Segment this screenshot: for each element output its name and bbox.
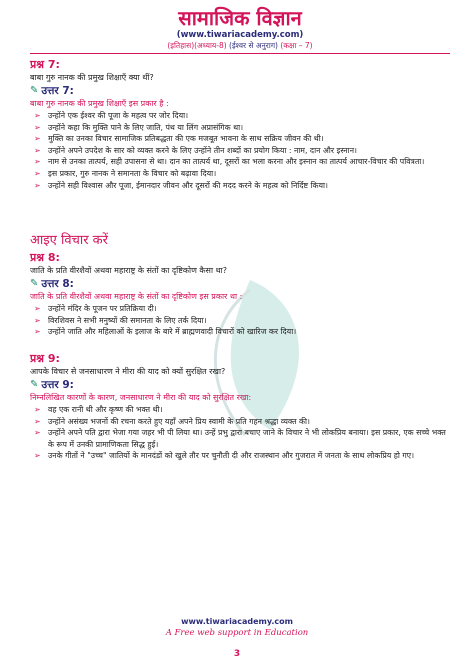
list-item bbox=[30, 156, 450, 168]
bullet-arrow-icon: ➢ bbox=[34, 404, 41, 414]
list-item bbox=[30, 110, 450, 122]
list-item bbox=[30, 122, 450, 134]
bullet-arrow-icon: ➢ bbox=[34, 327, 41, 337]
bullet-arrow-icon: ➢ bbox=[34, 145, 41, 155]
pen-icon: ✎ bbox=[30, 278, 39, 290]
bullet-arrow-icon: ➢ bbox=[34, 180, 41, 190]
question-7-text: बाबा गुरु नानक की प्रमुख शिक्षाएँ क्या थीं? bbox=[30, 73, 154, 82]
question-9-text: आपके विचार से जनसाधारण ने मीरा की याद को क्यों सुरक्षित रखा? bbox=[30, 366, 226, 376]
bullet-arrow-icon: ➢ bbox=[34, 304, 41, 314]
list-item bbox=[30, 404, 450, 416]
answer-7-label-row bbox=[30, 84, 450, 98]
list-item-text: उनके गीतों ने "उच्च" जातियों के मानदंडों को खुले तौर पर चुनौती दी और राजस्थान और गुजरात में जनता के साथ लोकप्रिय हो गए। bbox=[48, 451, 415, 461]
bullet-arrow-icon: ➢ bbox=[34, 428, 41, 438]
list-item-text: उन्होंने अपने पति द्वारा भेजा गया जहर भी पी लिया था। उन्हें प्रभु द्वारा बचाए जाने के विचार ने भी लोकप्रिय बनाया। इस प्रकार, एक सच्चे भक्त के रूप में उनकी प्रामाणिकता सिद्ध हुई। bbox=[48, 428, 446, 449]
question-7-block bbox=[30, 58, 450, 191]
page-title: सामाजिक विज्ञान bbox=[178, 6, 302, 30]
list-item-text: उन्होंने सही विश्वास और पूजा, ईमानदार जीवन और दूसरों की मदद करने के महत्व को निर्दिष्ट किया। bbox=[48, 180, 328, 190]
page-footer bbox=[0, 617, 474, 659]
question-8-label: प्रश्न 8: bbox=[30, 251, 60, 265]
section-heading: आइए विचार करें bbox=[30, 233, 108, 249]
list-item bbox=[30, 315, 450, 327]
answer-9-points bbox=[30, 404, 450, 462]
list-item-text: उन्होंने अपने उपदेश के सार को व्यक्त करने के लिए उन्होंने तीन शब्दों का प्रयोग किया : नाम, दान और इस्नान। bbox=[48, 145, 357, 155]
footer-tagline: A Free web support in Education bbox=[165, 628, 309, 638]
bullet-arrow-icon: ➢ bbox=[34, 134, 41, 144]
pen-icon: ✎ bbox=[30, 85, 39, 96]
list-item bbox=[30, 303, 450, 315]
list-item bbox=[30, 416, 450, 428]
list-item-text: उन्होंने कहा कि मुक्ति पाने के लिए जाति, पंथ या लिंग अप्रासंगिक था। bbox=[48, 122, 244, 132]
list-item bbox=[30, 168, 450, 180]
answer-8-label: उत्तर 8: bbox=[41, 278, 74, 291]
bullet-arrow-icon: ➢ bbox=[34, 315, 41, 325]
answer-9-intro: निम्नलिखित कारणों के कारण, जनसाधारण ने मीरा की याद को सुरक्षित रखा: bbox=[30, 392, 252, 402]
list-item-text: उन्होंने मंदिर के पूजन पर प्रतिक्रिया दी। bbox=[48, 304, 157, 314]
header-subject: (इतिहास)(अध्याय-8) bbox=[167, 41, 227, 50]
header-subtitle bbox=[30, 41, 450, 51]
list-item-text: विरशिवस ने सभी मनुष्यों की समानता के लिए तर्क दिया। bbox=[48, 315, 207, 325]
bullet-arrow-icon: ➢ bbox=[34, 416, 41, 426]
list-item-text: मुक्ति का उनका विचार सामाजिक प्रतिबद्धता की एक मजबूत भावना के साथ सक्रिय जीवन की थी। bbox=[48, 134, 324, 144]
answer-9-label: उत्तर 9: bbox=[41, 378, 74, 391]
bullet-arrow-icon: ➢ bbox=[34, 122, 41, 132]
answer-7-intro: बाबा गुरु नानक की प्रमुख शिक्षाएँ इस प्रकार है : bbox=[30, 99, 169, 108]
answer-8-points bbox=[30, 303, 450, 338]
question-9-label: प्रश्न 9: bbox=[30, 351, 60, 365]
bullet-arrow-icon: ➢ bbox=[34, 451, 41, 461]
header-class: (कक्षा – 7) bbox=[280, 41, 313, 50]
list-item-text: उन्होंने असंख्य भजनों की रचना करते हुए यहाँ अपने प्रिय स्वामी के प्रति गहन श्रद्धा व्यक्त की। bbox=[48, 416, 310, 426]
answer-8-intro: जाति के प्रति वीरशैवों अथवा महाराष्ट्र के संतों का दृष्टिकोण इस प्रकार था : bbox=[30, 292, 243, 302]
question-7-label: प्रश्न 7: bbox=[30, 58, 60, 71]
answer-7-points bbox=[30, 110, 450, 191]
bullet-arrow-icon: ➢ bbox=[34, 168, 41, 178]
list-item-text: इस प्रकार, गुरु नानक ने समानता के विचार को बढ़ावा दिया। bbox=[48, 168, 217, 178]
answer-7-label: उत्तर 7: bbox=[41, 85, 74, 97]
list-item bbox=[30, 180, 450, 192]
list-item-text: नाम से उनका तात्पर्य, सही उपासना से था। दान का तात्पर्य था, दूसरों का भला करना और इस्नान का तात्पर्य आचार-विचार की पवित्रता। bbox=[48, 157, 425, 167]
pen-icon: ✎ bbox=[30, 378, 39, 390]
list-item-text: उन्होंने जाति और महिलाओं के इलाज के बारे में ब्राह्मणवादी विचारों को खारिज कर दिया। bbox=[48, 327, 297, 337]
page-number: 3 bbox=[233, 649, 241, 659]
bullet-arrow-icon: ➢ bbox=[34, 157, 41, 167]
header-site: (www.tiwariacademy.com) bbox=[176, 30, 304, 40]
question-8-text: जाति के प्रति वीरशैवों अथवा महाराष्ट्र के संतों का दृष्टिकोण कैसा था? bbox=[30, 266, 228, 276]
header-divider bbox=[30, 53, 450, 54]
list-item-text: उन्होंने एक ईश्वर की पूजा के महत्व पर जोर दिया। bbox=[48, 111, 189, 120]
list-item bbox=[30, 145, 450, 157]
bullet-arrow-icon: ➢ bbox=[34, 111, 41, 120]
header-chapter: (ईश्वर से अनुराग) bbox=[229, 41, 278, 50]
list-item bbox=[30, 427, 450, 450]
list-item bbox=[30, 326, 450, 338]
list-item-text: वह एक रानी थी और कृष्ण की भक्त थी। bbox=[48, 404, 163, 414]
list-item bbox=[30, 133, 450, 145]
list-item bbox=[30, 450, 450, 462]
page-header bbox=[30, 0, 450, 54]
footer-url[interactable]: www.tiwariacademy.com bbox=[181, 617, 293, 626]
